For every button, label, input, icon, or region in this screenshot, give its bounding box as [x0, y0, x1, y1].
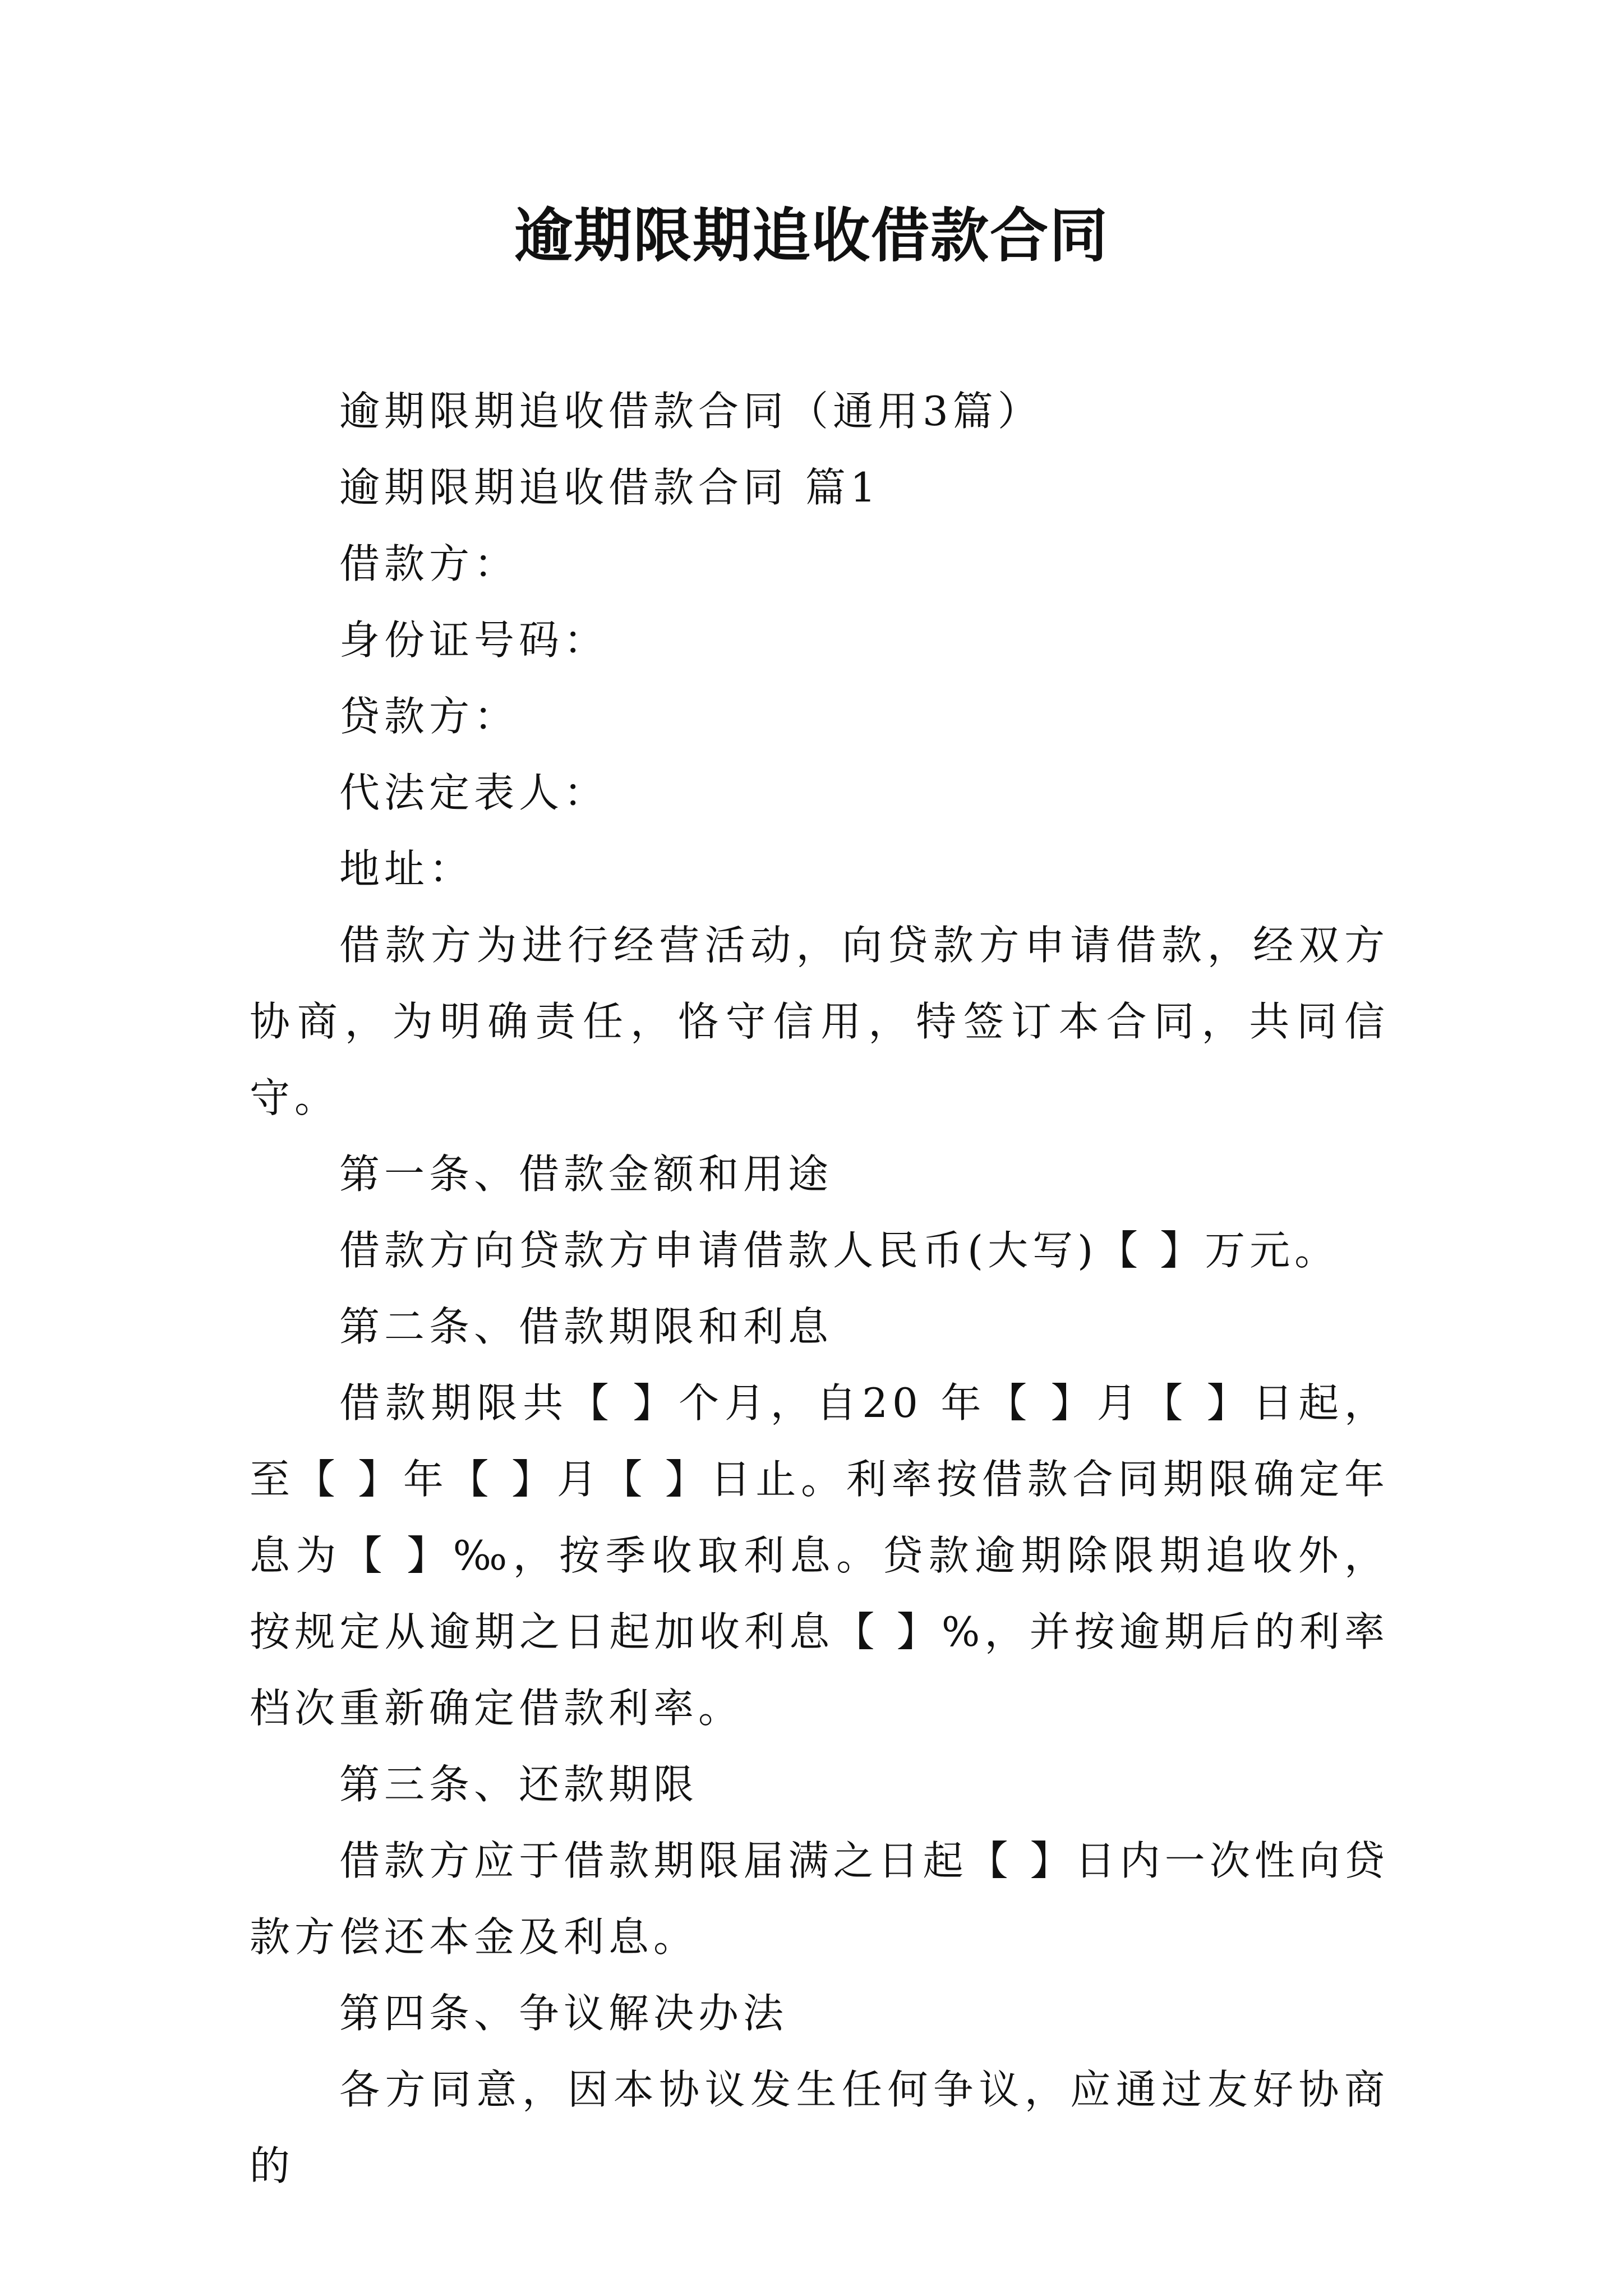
document-body: [250, 373, 1389, 2204]
section-heading: 逾期限期追收借款合同 篇1: [339, 464, 880, 511]
lender-field: 贷款方：: [339, 693, 519, 740]
borrower-field: 借款方：: [339, 540, 519, 587]
article-1-text: 借款方向贷款方申请借款人民币(大写)【 】万元。: [339, 1227, 1340, 1274]
document-title: 逾期限期追收借款合同: [514, 201, 1109, 270]
id-number-field: 身份证号码：: [339, 616, 609, 664]
article-2-text: 借款期限共【 】个月，自20 年【 】月【 】日起，至【 】年【 】月【 】日止。利率按借款合同期限确定年息为【 】‰，按季收取利息。贷款逾期除限期追收外，按规定从逾期之日起加收利息【 】%，并按逾期后的利率档次重新确定借款利率。: [250, 1379, 1389, 1732]
article-3-heading: 第三条、还款期限: [339, 1761, 699, 1808]
subtitle-line: 逾期限期追收借款合同（通用3篇）: [339, 388, 1043, 435]
legal-representative-field: 代法定表人：: [339, 769, 609, 816]
article-3-text: 借款方应于借款期限届满之日起【 】日内一次性向贷款方偿还本金及利息。: [250, 1837, 1389, 1961]
address-field: 地址：: [339, 845, 474, 892]
article-2-heading: 第二条、借款期限和利息: [339, 1303, 833, 1350]
article-4-text: 各方同意，因本协议发生任何争议，应通过友好协商的: [250, 2066, 1389, 2189]
article-4-heading: 第四条、争议解决办法: [339, 1990, 789, 2037]
article-1-heading: 第一条、借款金额和用途: [339, 1151, 833, 1198]
preamble-paragraph: 借款方为进行经营活动，向贷款方申请借款，经双方协商，为明确责任，恪守信用，特签订本合同，共同信守。: [250, 922, 1389, 1121]
